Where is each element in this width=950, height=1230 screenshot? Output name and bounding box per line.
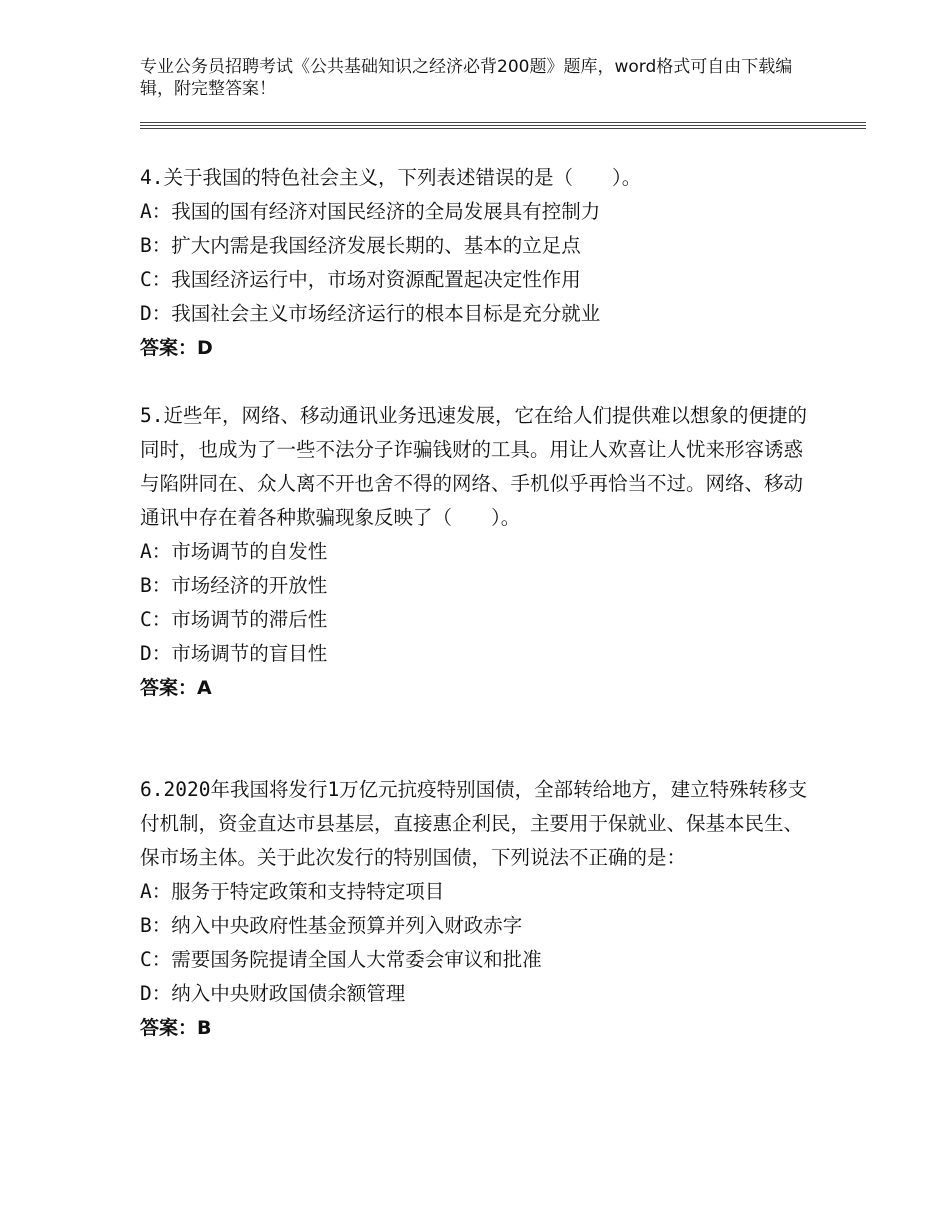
question-4 (140, 161, 810, 365)
option-b: B：市场经济的开放性 (140, 574, 328, 597)
option-c: C：我国经济运行中，市场对资源配置起决定性作用 (140, 268, 581, 291)
question-stem: 4.关于我国的特色社会主义，下列表述错误的是（ ）。 (140, 166, 642, 189)
answer: 答案：D (140, 337, 213, 359)
question-5 (140, 399, 810, 705)
option-d: D：我国社会主义市场经济运行的根本目标是充分就业 (140, 302, 601, 325)
option-b: B：扩大内需是我国经济发展长期的、基本的立足点 (140, 234, 581, 257)
header-divider (140, 128, 866, 129)
option-d: D：市场调节的盲目性 (140, 642, 328, 665)
option-a: A：市场调节的自发性 (140, 540, 328, 563)
option-a: A：服务于特定政策和支持特定项目 (140, 880, 445, 903)
header-divider (140, 122, 866, 123)
option-b: B：纳入中央政府性基金预算并列入财政赤字 (140, 914, 523, 937)
answer: 答案：A (140, 677, 212, 699)
header-divider (140, 125, 866, 126)
option-c: C：市场调节的滞后性 (140, 608, 328, 631)
document-header: 专业公务员招聘考试《公共基础知识之经济必背200题》题库，word格式可自由下载编辑，附完整答案！ (140, 57, 793, 99)
option-a: A：我国的国有经济对国民经济的全局发展具有控制力 (140, 200, 601, 223)
option-c: C：需要国务院提请全国人大常委会审议和批准 (140, 948, 542, 971)
option-d: D：纳入中央财政国债余额管理 (140, 982, 406, 1005)
answer: 答案：B (140, 1017, 212, 1039)
question-stem: 6.2020年我国将发行1万亿元抗疫特别国债，全部转给地方，建立特殊转移支付机制，资金直达市县基层，直接惠企利民，主要用于保就业、保基本民生、保市场主体。关于此次发行的特别国债，下列说法不正确的是： (140, 778, 808, 869)
question-6 (140, 773, 810, 1045)
question-stem: 5.近些年，网络、移动通讯业务迅速发展，它在给人们提供难以想象的便捷的同时，也成为了一些不法分子诈骗钱财的工具。用让人欢喜让人忧来形容诱惑与陷阱同在、众人离不开也舍不得的网络、手机似乎再恰当不过。网络、移动通讯中存在着各种欺骗现象反映了（ ）。 (140, 404, 807, 529)
